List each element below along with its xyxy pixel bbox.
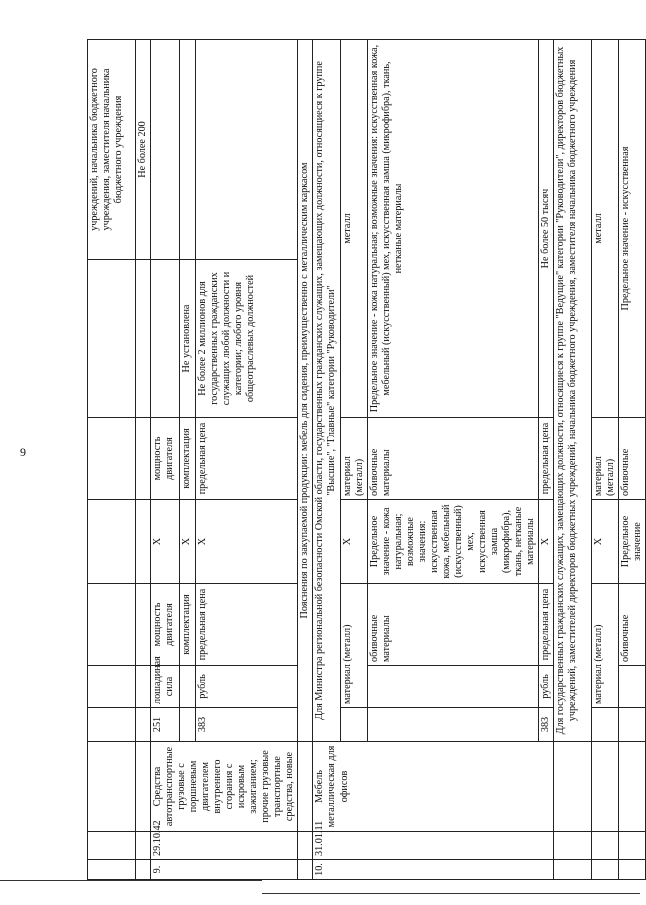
row10-price-okei: 383 (539, 708, 554, 742)
group-row (554, 40, 592, 880)
minister-row (313, 40, 340, 880)
row9-char2-2: комплектация (179, 418, 195, 500)
row10-price-val: Х (539, 500, 554, 584)
row9-char2-1: мощность двигателя (151, 418, 180, 500)
explanation-text: Пояснения по закупаемой продукции: мебель для сидения, преимущественно с металлическим каркасом (298, 40, 313, 742)
row11-mat-head: материал (металл) (592, 584, 619, 708)
row9-unit-3: рубль (195, 666, 297, 708)
row10-price-char2: предельная цена (539, 418, 554, 500)
row10-upholstery: обивочные материалы (367, 584, 538, 666)
row-top-value: Не более 200 (136, 40, 151, 260)
row10-mat-head2: материал (металл) (340, 418, 367, 500)
page-number: 9 (20, 445, 26, 459)
row9-limit-3: Не более 2 миллионов для государственных гражданских служащих любой должности и категории; любого уровня общеотраслевых должностей (195, 260, 297, 418)
row11-mat-val: Х (592, 500, 619, 584)
row11-up-limit: Предельное значение - искусственная (619, 40, 646, 418)
row10-code: 31.01.11 (313, 832, 554, 860)
row9-unit-1: лошадиная сила (151, 666, 180, 708)
row9-unit-2 (179, 666, 195, 708)
row9-char-3: предельная цена (195, 584, 297, 666)
row9-okei-1: 251 (151, 708, 180, 742)
row-top (136, 40, 151, 880)
row10-price-limit: Не более 50 тысяч (539, 40, 554, 418)
row10-num: 10. (313, 860, 554, 880)
row10-mat-head: материал (металл) (340, 584, 367, 708)
bottom-rule-left (0, 880, 262, 881)
row9-char-2: комплектация (179, 584, 195, 666)
row9-char-1: мощность двигателя (151, 584, 180, 666)
procurement-table (87, 39, 646, 880)
row10-mat-limit: металл (340, 40, 367, 418)
row11-material (592, 40, 619, 880)
row9-val-3: Х (195, 500, 297, 584)
header-cont-text: учреждений, начальника бюджетного учреждения, заместителя начальника бюджетного учреждения (88, 40, 136, 260)
row9-val-2: Х (179, 500, 195, 584)
row10-up-limit: Предельное значение - кожа натуральная; возможные значения: искусственная кожа, мебельный (искусственный) мех, искусственная замша (микрофибра), ткань, нетканые материалы (367, 40, 538, 418)
row11-mat-limit: металл (592, 40, 619, 418)
row11-mat-head2: материал (металл) (592, 418, 619, 500)
row9-okei-3: 383 (195, 708, 297, 742)
row10-name: Мебель металлическая для офисов (313, 742, 554, 832)
row10-mat-val: Х (340, 500, 367, 584)
row9-name: Средства автотранспортные грузовые с поршневым двигателем внутреннего сгорания с искровым зажиганием; прочие грузовые транспортные средства, новые (151, 742, 298, 832)
row9-num: 9. (151, 860, 298, 880)
explanation-row (298, 40, 313, 880)
row9-code: 29.10.42 (151, 832, 298, 860)
group-text: Для государственных гражданских служащих, замещающих должности, относящиеся к группе "Ведущие" категории "Руководители", директоров бюджетных учреждений, заместителей директоров бюджетных учреждений, начальника бюджетного учреждения, заместителя начальника бюджетного учреждения (554, 40, 592, 742)
row10-price-char: предельная цена (539, 584, 554, 666)
row9-limit-2: Не установлена (179, 260, 195, 418)
row11-up-char2: обивочные (619, 418, 646, 500)
row11-up-value: Предельное значение (619, 500, 646, 584)
bottom-rule-right (262, 893, 640, 894)
row9-1 (151, 40, 180, 880)
row9-val-1: Х (151, 500, 180, 584)
row10-up-value: Предельное значение - кожа натуральная; возможные значения: искусственная кожа, мебельный (искусственный) мех, искусственная замша (микрофибра), ткань, нетканые материалы (367, 500, 538, 584)
rotated-table-wrapper (87, 40, 644, 880)
row9-okei-2 (179, 708, 195, 742)
row10-up-char2: обивочные материалы (367, 418, 538, 500)
row9-char2-3: предельная цена (195, 418, 297, 500)
row10-price-unit: рубль (539, 666, 554, 708)
row11-upholstery (619, 40, 646, 880)
row11-up: обивочные (619, 584, 646, 666)
row9-limit-1 (151, 260, 180, 418)
minister-text: Для Министра региональной безопасности Омской области, государственных гражданских служащих, замещающих должности, относящиеся к группе "Высшие", "Главные" категории "Руководители" (313, 40, 340, 742)
header-continuation-row (88, 40, 136, 880)
